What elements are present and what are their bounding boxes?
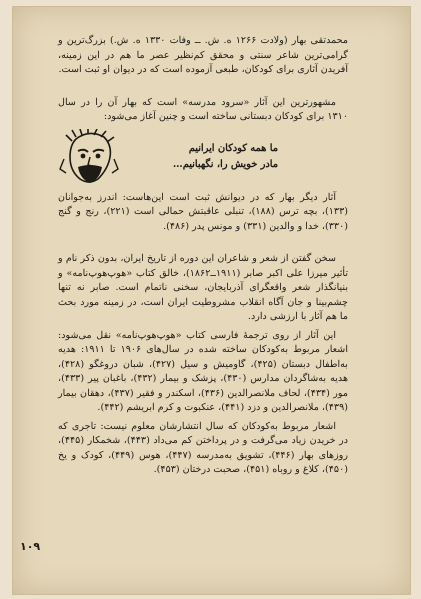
poem-excerpt xyxy=(173,141,348,173)
bahar-portrait-illustration xyxy=(58,129,120,185)
unknown-date-works-paragraph: اشعار مربوط به‌کودکان که سال انتشارشان معلوم نیست: تاجری که در خریدن زیاد می‌گرفت و در پرداختن کم می‌داد (۴۴۳)، شخمکار (۴۴۵)، روزهای بهار (۴۴۶)، تشویق به‌مدرسه (۴۴۷)، هوس (۴۴۹)، کودک و یخ (۴۵۰)، کلاغ و روباه (۴۵۱)، صحبت درختان (۴۵۳). xyxy=(58,420,348,475)
saber-paragraph: سخن گفتن از شعر و شاعران این دوره از تاریخ ایران، بدون ذکر نام و تأثیر میرزا علی اکبر صابر (۱۹۱۱ــ۱۸۶۲)، خالق کتاب «هوپ‌هوپ‌نامه» و بنیانگذار شعر واقعگرای آذربایجان، سخنی ناتمام است. صابر نه تنها چشم‌بینا و جان آگاه انقلاب مشروطیت ایران است، در زمینه مورد بحث ما هم آثار با ارزشی دارد. xyxy=(58,253,349,322)
famous-work-paragraph: مشهورترین این آثار «سرود مدرسه» است که بهار آن را در سال ۱۳۱۰ برای کودکان دبستانی ساخته است و چنین آغاز می‌شود: xyxy=(58,96,348,122)
page-number: ۱۰۹ xyxy=(20,540,41,553)
other-works-paragraph: آثار دیگر بهار که در دیوانش ثبت است این‌هاست: اندرز به‌جوانان (۱۳۳)، بچه ترس (۱۸۸)، تنبلی عاقبتش حمالی است (۲۲۱)، رنج و گنج (۳۳۰)، خدا و والدین (۳۳۱) و مونس پدر (۴۸۶). xyxy=(58,191,348,232)
translation-paragraph: این آثار از روی ترجمهٔ فارسی کتاب «هوپ‌هوپ‌نامه» نقل می‌شود: اشعار مربوط به‌کودکان ساخته شده در سال‌های ۱۹۰۶ تا ۱۹۱۱: هدیه به‌اطفال دبستان (۴۲۵)، گاومیش و سیل (۴۲۷)، شبان دروغگو (۴۲۸)، هدیه به‌شاگردان مدارس (۴۳۰)، پزشک و بیمار (۴۳۲)، باغبان پیر (۴۳۳)، مور (۴۳۴)، لحاف ملانصرالدین (۴۳۶)، اسکندر و فقیر (۴۳۷)، دهقان بیمار (۴۳۹)، ملانصرالدین و دزد (۴۴۱)، عنکبوت و کرم ابریشم (۴۴۲). xyxy=(58,329,348,413)
poem-line: مادر خویش را، نگهبانیم… xyxy=(172,158,278,170)
poem-block xyxy=(58,129,348,185)
page-text xyxy=(58,34,348,478)
poem-line: ما همه کودکان ایرانیم xyxy=(188,142,278,154)
intro-paragraph: محمدتقی بهار (ولادت ۱۲۶۶ ه. ش. ــ وفات ۱۳۳۰ ه. ش.) بزرگ‌ترین و گرامی‌ترین شاعر سنتی و محقق کم‌نظیر عصر ما هم در این زمینه، آفریدن آثاری برای کودکان، طبعی آزموده است که در دیوان او ثبت است. xyxy=(58,35,348,75)
